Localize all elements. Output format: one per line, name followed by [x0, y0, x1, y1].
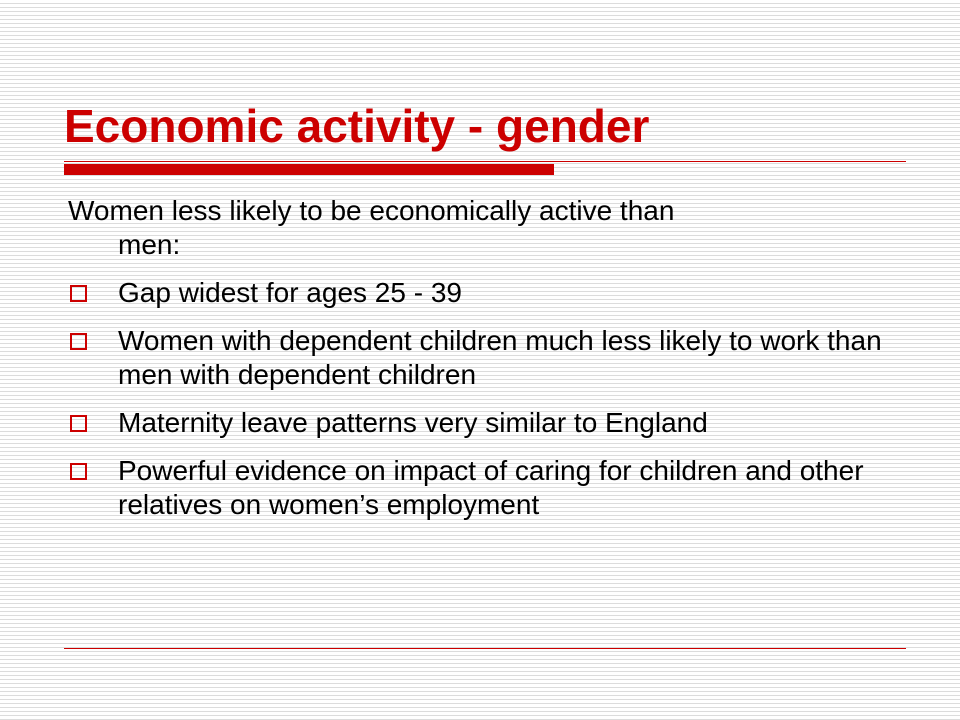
bullet-text: Maternity leave patterns very similar to England	[118, 407, 708, 438]
title-underline-thick	[64, 164, 554, 175]
title-underline-thin	[64, 161, 906, 162]
slide-title: Economic activity - gender	[64, 100, 650, 152]
bullet-text: Women with dependent children much less likely to work than men with dependent children	[118, 325, 882, 390]
bullet-text: Powerful evidence on impact of caring for children and other relatives on women’s employment	[118, 455, 864, 520]
bullet-item-maternity-leave	[68, 406, 908, 440]
lead-paragraph	[68, 194, 908, 262]
bullet-item-age-gap	[68, 276, 908, 310]
footer-rule	[64, 648, 906, 649]
slide-body	[68, 194, 908, 536]
bullet-item-dependent-children	[68, 324, 908, 392]
bullet-item-caring-evidence	[68, 454, 908, 522]
lead-text-line1: Women less likely to be economically active than	[68, 195, 675, 226]
hollow-square-icon	[70, 285, 87, 302]
bullet-list	[68, 276, 908, 522]
bullet-text: Gap widest for ages 25 - 39	[118, 277, 462, 308]
hollow-square-icon	[70, 463, 87, 480]
hollow-square-icon	[70, 333, 87, 350]
lead-text-line2: men:	[118, 229, 181, 260]
hollow-square-icon	[70, 415, 87, 432]
